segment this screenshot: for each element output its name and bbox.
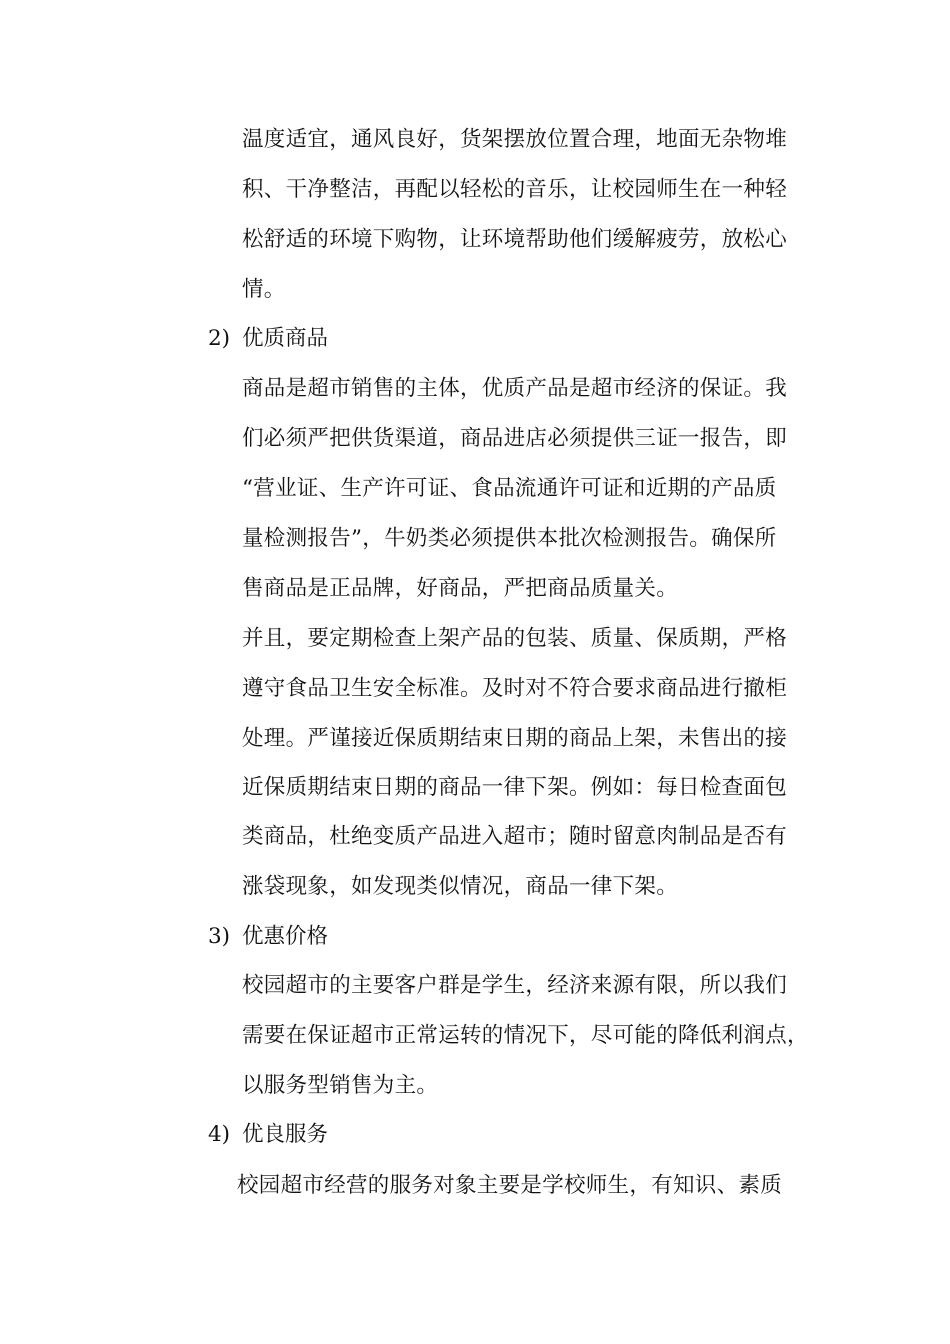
paragraph-line: 积、干净整洁，再配以轻松的音乐，让校园师生在一种轻 <box>242 177 788 202</box>
paragraph-line: 遵守食品卫生安全标准。及时对不符合要求商品进行撤柜 <box>242 676 788 701</box>
section-number: 4) <box>208 1122 231 1147</box>
section-title: 优良服务 <box>242 1122 329 1147</box>
paragraph-line: 需要在保证超市正常运转的情况下，尽可能的降低利润点， <box>242 1023 809 1048</box>
paragraph-line: 并且，要定期检查上架产品的包装、质量、保质期，严格 <box>242 626 788 651</box>
paragraph-line: 售商品是正品牌，好商品，严把商品质量关。 <box>242 576 679 601</box>
paragraph-line: 以服务型销售为主。 <box>242 1073 439 1098</box>
paragraph-line: 类商品，杜绝变质产品进入超市；随时留意肉制品是否有 <box>242 824 788 849</box>
section-title: 优质商品 <box>242 326 329 351</box>
section-number: 2) <box>208 326 231 351</box>
paragraph-line: 近保质期结束日期的商品一律下架。例如：每日检查面包 <box>242 775 788 800</box>
section-heading-quality-goods <box>208 324 328 354</box>
paragraph-line: 温度适宜，通风良好，货架摆放位置合理，地面无杂物堆 <box>242 127 788 152</box>
paragraph-line: 校园超市经营的服务对象主要是学校师生，有知识、素质 <box>237 1173 783 1198</box>
section-title: 优惠价格 <box>242 924 329 949</box>
section-heading-preferential-price <box>208 922 328 952</box>
paragraph-line: 情。 <box>242 277 286 302</box>
paragraph-line: 松舒适的环境下购物，让环境帮助他们缓解疲劳，放松心 <box>242 227 788 252</box>
paragraph-line: “营业证、生产许可证、食品流通许可证和近期的产品质 <box>242 476 777 501</box>
paragraph-line: 处理。严谨接近保质期结束日期的商品上架，未售出的接 <box>242 726 788 751</box>
paragraph-line: 校园超市的主要客户群是学生，经济来源有限，所以我们 <box>242 973 788 998</box>
paragraph-line: 商品是超市销售的主体，优质产品是超市经济的保证。我 <box>242 376 788 401</box>
section-heading-good-service <box>208 1120 328 1150</box>
section-number: 3) <box>208 924 231 949</box>
paragraph-line: 们必须严把供货渠道，商品进店必须提供三证一报告，即 <box>242 426 788 451</box>
paragraph-line: 涨袋现象，如发现类似情况，商品一律下架。 <box>242 874 679 899</box>
paragraph-line: 量检测报告”，牛奶类必须提供本批次检测报告。确保所 <box>242 526 777 551</box>
